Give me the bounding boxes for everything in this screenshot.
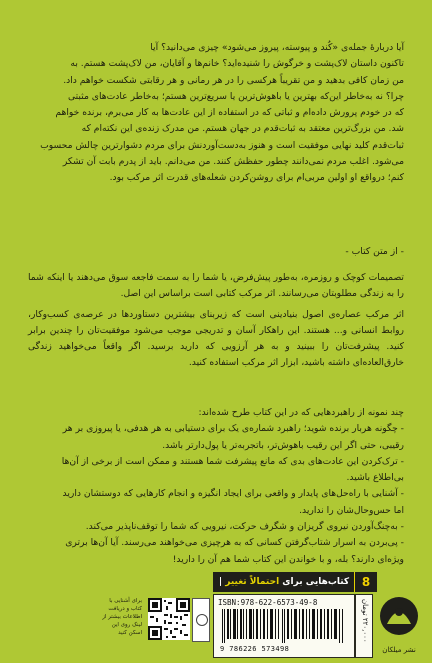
strategy-line: رقیبی، حتی اگر این رقیب باهوش‌تر، باتجربه‌تر یا پول‌دارتر باشد. [162, 439, 404, 451]
description-paragraph [28, 307, 404, 372]
isbn-text: ISBN:978-622-6573-49-8 [218, 598, 318, 607]
strategy-line: - آشنایی با راه‌حل‌های پایدار و واقعی برای ایجاد انگیزه و انجام کارهایی که دوستشان دارید [62, 488, 404, 500]
description-line: اثر مرکب عصاره‌ی اصول بنیادینی است که زیربنای بیشترین دستاوردها در عرصه‌ی کسب‌وکار، [28, 308, 404, 320]
quote-paragraph [28, 40, 404, 187]
quote-line: کنم؛ درواقع او اولین مربی‌ام برای روشن‌کردن شعله‌های قدرت اثر مرکب بود. [109, 172, 404, 184]
qr-code-icon [148, 598, 190, 640]
strategy-line: - ترک‌کردن این عادت‌های بدی که مانع پیشرفت شما هستند و ممکن است از برخی از آن‌ها [61, 455, 404, 467]
publisher-logo-icon [377, 594, 421, 644]
qr-caption: برای آشنایی با کتاب و دریافت اطلاعات بیشتر از لینک روی این اسکن کنید [102, 598, 142, 636]
strategy-line: ویژه‌ای دارند؟ بله، و با خواندن این کتاب شما هم آن را دارید! [172, 553, 404, 565]
strategy-line: بی‌اطلاع باشید. [346, 472, 404, 484]
price-text: ۲۲۰,۰۰۰ تومان [361, 599, 369, 643]
quote-line: می‌شود. اغلب مردم نمی‌دانند چطور حفظش کنند. من می‌دانم. باید از پدرم بابت آن تشکر [62, 156, 404, 168]
series-number: 8 [354, 572, 377, 592]
series-suffix: | [218, 577, 226, 587]
series-prefix: کتاب‌هایی برای [279, 577, 350, 587]
quote-line: من زمان کافی بدهید و من تقریباً هرکسی را در هر رمانی و هر رقابتی شکست خواهم داد. [63, 74, 404, 86]
description-line: چندین برابر کنید. پیشرفت‌تان را ببینید و به هر آرزویی که دارید برسید. اگر واقعاً می‌خواهید [28, 324, 404, 353]
description-paragraph [28, 270, 404, 303]
description-line: زندگی خارق‌العاده‌ای داشته باشید، ابزار اثر مرکب استفاده کنید. [28, 341, 404, 369]
strategy-line: - پی‌بردن به اسرار شتاب‌گرفتن کسانی که به هرچیزی می‌خواهند می‌رسند. آیا آن‌ها برتری [65, 537, 404, 549]
quote-line: شد. من بزرگ‌ترین معتقد به ثبات‌قدم در جهان هستم. من مدرک زنده‌ی این نکته‌ام که [81, 123, 404, 135]
quote-line: که در خودم پرورش داده‌ام و ثباتی که در استفاده از این عادت‌ها به کار می‌برم، برنده خواهم [55, 107, 404, 119]
quote-line: تاکنون داستان لاک‌پشت و خرگوش را شنیده‌اید؟ خانم‌ها و آقایان، من لاک‌پشت هستم. به [70, 58, 404, 70]
description-line: تصمیمات کوچک و روزمره، به‌طور پیش‌فرض، یا شما را به سمت فاجعه سوق می‌دهند یا [67, 272, 404, 283]
quote-line: چرا؟ نه به‌خاطر این‌که بهترین یا باهوش‌ترین یا سریع‌ترین هستم؛ به‌خاطر عادت‌های مثبتی [67, 90, 404, 102]
publisher-name: نشر میلکان [382, 646, 416, 654]
description-line: روابط انسانی و... هستند. این راهکار آسان و تدریجی موجب می‌شود موفقیت‌تان را [76, 324, 404, 336]
quote-source: - از متن کتاب - [345, 246, 404, 257]
description [28, 270, 404, 376]
description-line: اینکه شما را به زندگی مطلوبتان می‌رسانند. اثر مرکب کتابی است براساس این اصل. [28, 272, 404, 300]
quote-line: آیا دربارهٔ جمله‌ی «کُند و پیوسته، پیروز می‌شود» چیزی می‌دانید؟ آیا [150, 42, 404, 53]
series-banner [213, 572, 355, 592]
strategy-line: - چگونه هربار برنده شوید؛ راهبرد شماره‌ی یک برای دستیابی به هر هدفی، یا پیروزی بر هر [62, 423, 404, 435]
strategy-list [28, 405, 404, 568]
barcode [213, 594, 355, 658]
barcode-digits: 9 786226 573498 [220, 645, 290, 653]
strategy-line: چند نمونه از راهبردهایی که در این کتاب طرح شده‌اند: [198, 407, 404, 418]
strategy-line: اما حس‌وحال‌شان را ندارید. [299, 504, 404, 516]
strategy-line: - به‌چنگ‌آوردن نیروی گریزان و شگرف حرکت، نیرویی که شما را توقف‌ناپذیر می‌کند. [85, 521, 404, 533]
price-tag [355, 594, 373, 658]
institution-logo-icon [192, 598, 210, 642]
barcode-bars-icon [222, 609, 346, 643]
quote-line: ثبات‌قدم کلید نهایی موفقیت است و هنوز به‌دست‌آوردنش برای مردم دشوارترین چالش محسوب [40, 139, 404, 151]
series-accent: احتمالاً تغییر [225, 577, 280, 587]
